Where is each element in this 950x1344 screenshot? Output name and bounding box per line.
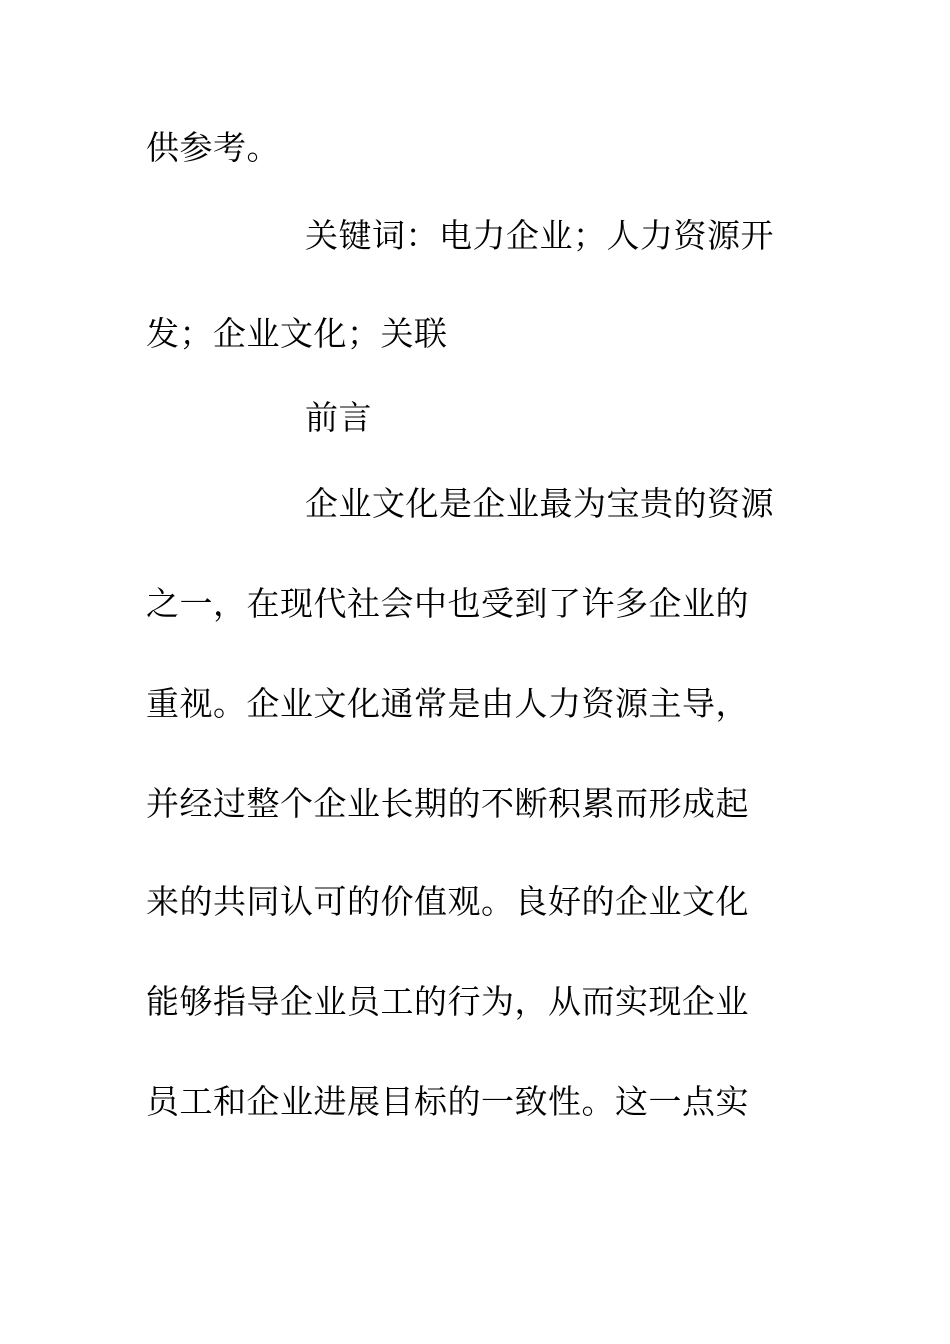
paragraph-line: 并经过整个企业长期的不断积累而形成起 (146, 784, 749, 823)
paragraph-line: 之一，在现代社会中也受到了许多企业的 (146, 584, 749, 623)
paragraph-line: 能够指导企业员工的行为，从而实现企业 (146, 982, 749, 1021)
keywords-line: 关键词：电力企业；人力资源开 (305, 216, 774, 255)
paragraph-line: 员工和企业进展目标的一致性。这一点实 (146, 1082, 749, 1121)
paragraph-line: 企业文化是企业最为宝贵的资源 (305, 484, 774, 523)
keywords-continuation: 发；企业文化；关联 (146, 314, 448, 353)
section-heading-preface: 前言 (305, 398, 372, 437)
paragraph-line: 重视。企业文化通常是由人力资源主导， (146, 684, 749, 723)
paragraph-line: 来的共同认可的价值观。良好的企业文化 (146, 882, 749, 921)
text-line-abstract-end: 供参考。 (146, 128, 280, 167)
